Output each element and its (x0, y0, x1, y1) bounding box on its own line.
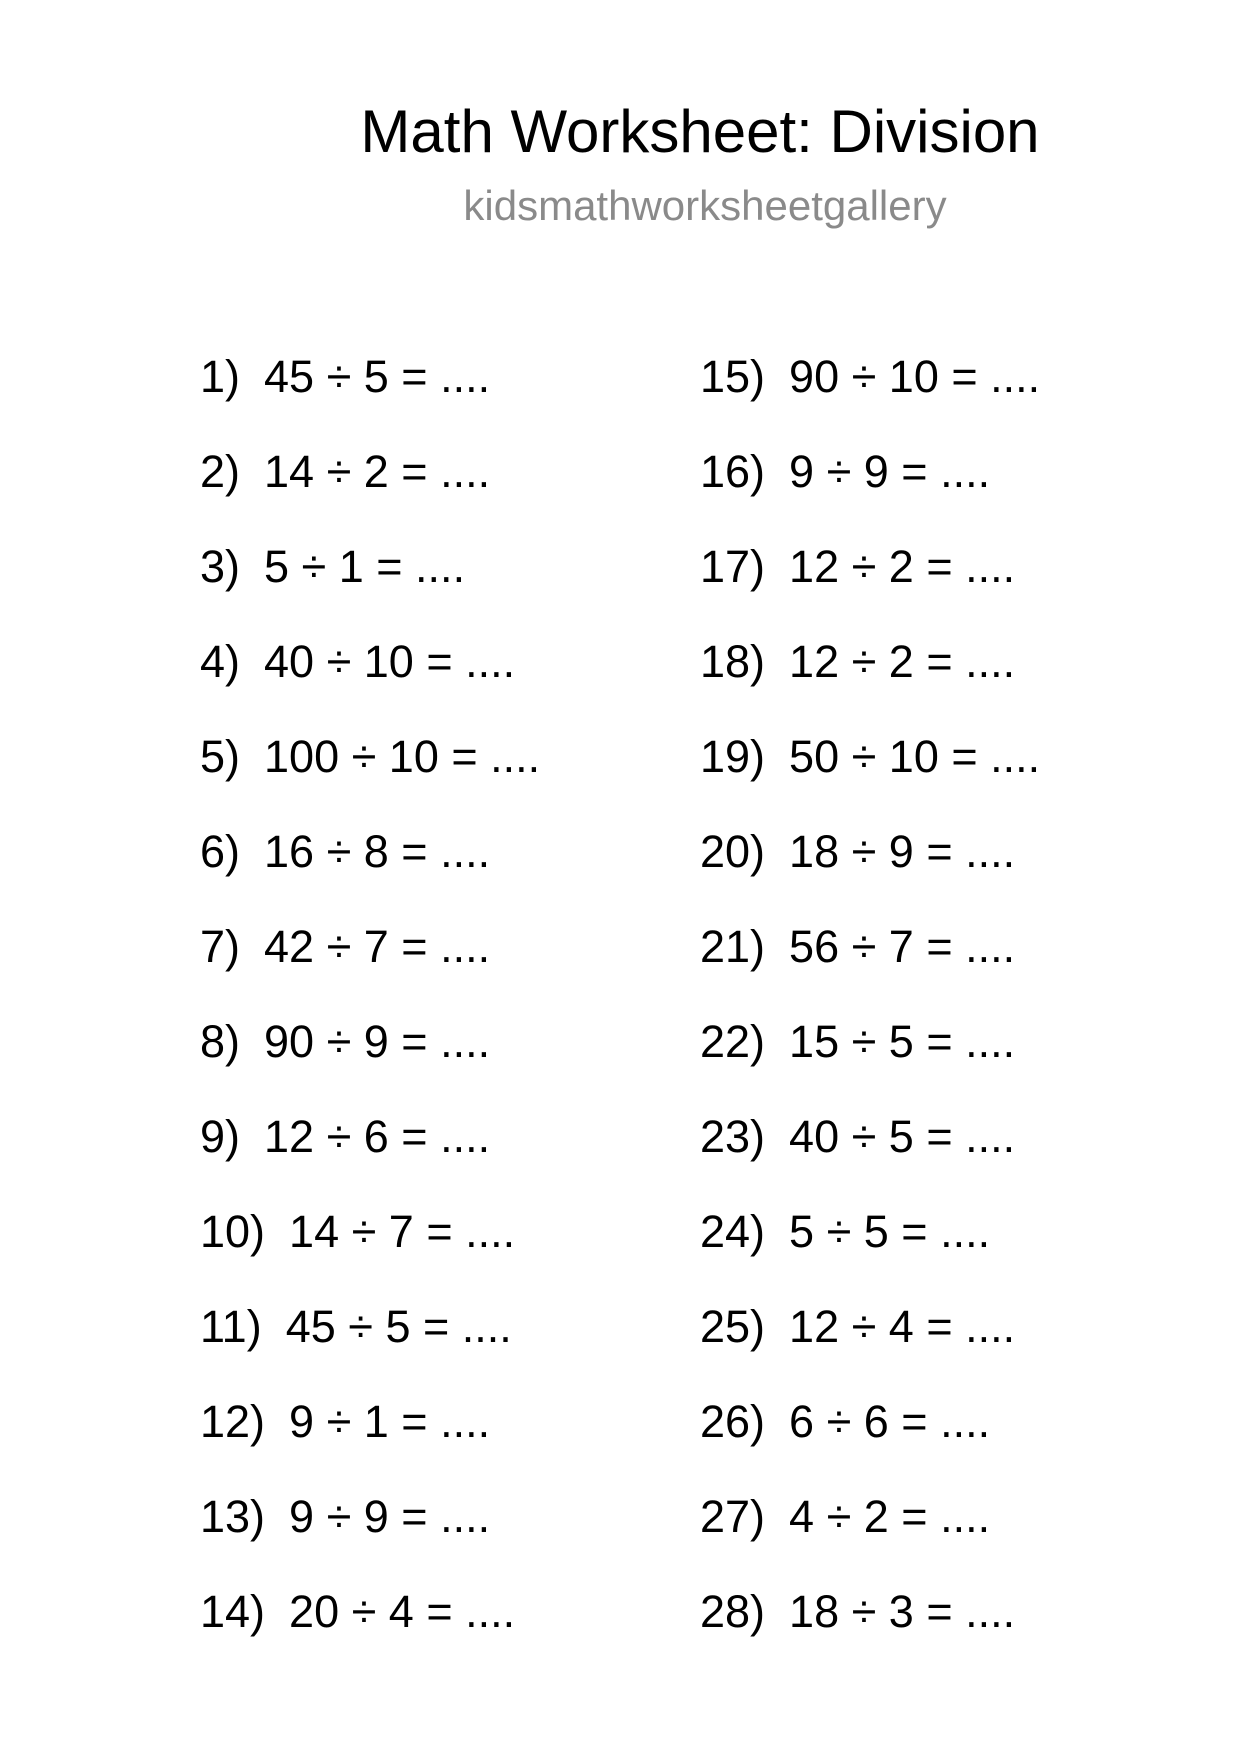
problem-expression: 9 ÷ 9 = .... (789, 446, 991, 497)
problem-item (700, 1395, 1220, 1490)
problem-expression: 12 ÷ 2 = .... (789, 541, 1016, 592)
problem-column-left (200, 350, 720, 1680)
problem-number: 11) (200, 1301, 262, 1352)
problem-item (700, 825, 1220, 920)
problem-item (700, 1300, 1220, 1395)
problem-number: 4) (200, 636, 241, 687)
problem-item (200, 1490, 720, 1585)
problem-expression: 12 ÷ 2 = .... (789, 636, 1016, 687)
problem-number: 19) (700, 731, 766, 782)
problem-item (200, 1205, 720, 1300)
problem-expression: 20 ÷ 4 = .... (289, 1586, 516, 1637)
problem-expression: 40 ÷ 5 = .... (789, 1111, 1016, 1162)
problem-item (200, 445, 720, 540)
problem-number: 7) (200, 921, 241, 972)
problem-number: 3) (200, 541, 241, 592)
problem-number: 22) (700, 1016, 766, 1067)
problem-number: 1) (200, 351, 241, 402)
problem-item (200, 730, 720, 825)
problem-number: 20) (700, 826, 766, 877)
problem-number: 2) (200, 446, 241, 497)
problem-column-right (700, 350, 1220, 1680)
problem-expression: 45 ÷ 5 = .... (285, 1301, 512, 1352)
problem-number: 28) (700, 1586, 766, 1637)
problem-number: 16) (700, 446, 766, 497)
problem-number: 12) (200, 1396, 266, 1447)
problem-expression: 18 ÷ 3 = .... (789, 1586, 1016, 1637)
problem-expression: 12 ÷ 6 = .... (264, 1111, 491, 1162)
problem-expression: 5 ÷ 5 = .... (789, 1206, 991, 1257)
worksheet-title: Math Worksheet: Division (360, 98, 1040, 165)
problem-item (200, 1585, 720, 1680)
problem-item (700, 1585, 1220, 1680)
problem-item (200, 920, 720, 1015)
problem-item (700, 1110, 1220, 1205)
problem-number: 25) (700, 1301, 766, 1352)
problem-item (200, 635, 720, 730)
problem-expression: 16 ÷ 8 = .... (264, 826, 491, 877)
problem-expression: 50 ÷ 10 = .... (789, 731, 1041, 782)
problem-expression: 5 ÷ 1 = .... (264, 541, 466, 592)
problem-item (700, 1205, 1220, 1300)
problem-item (200, 540, 720, 635)
problem-number: 27) (700, 1491, 766, 1542)
problem-item (200, 1110, 720, 1205)
problem-expression: 9 ÷ 1 = .... (289, 1396, 491, 1447)
problem-number: 18) (700, 636, 766, 687)
problem-expression: 9 ÷ 9 = .... (289, 1491, 491, 1542)
problem-item (200, 1015, 720, 1110)
problem-expression: 14 ÷ 7 = .... (289, 1206, 516, 1257)
problem-number: 15) (700, 351, 766, 402)
problem-item (200, 350, 720, 445)
problem-item (700, 350, 1220, 445)
problem-number: 24) (700, 1206, 766, 1257)
problem-expression: 15 ÷ 5 = .... (789, 1016, 1016, 1067)
problem-number: 9) (200, 1111, 241, 1162)
problem-expression: 40 ÷ 10 = .... (264, 636, 516, 687)
problem-expression: 56 ÷ 7 = .... (789, 921, 1016, 972)
problem-item (200, 825, 720, 920)
problem-number: 8) (200, 1016, 241, 1067)
problem-expression: 45 ÷ 5 = .... (264, 351, 491, 402)
problem-expression: 90 ÷ 10 = .... (789, 351, 1041, 402)
problem-item (700, 1490, 1220, 1585)
problem-item (700, 540, 1220, 635)
problem-number: 26) (700, 1396, 766, 1447)
problem-number: 21) (700, 921, 766, 972)
problem-number: 10) (200, 1206, 266, 1257)
problem-expression: 18 ÷ 9 = .... (789, 826, 1016, 877)
problem-expression: 14 ÷ 2 = .... (264, 446, 491, 497)
problem-expression: 42 ÷ 7 = .... (264, 921, 491, 972)
problem-number: 5) (200, 731, 241, 782)
problem-number: 6) (200, 826, 241, 877)
problem-item (700, 445, 1220, 540)
problem-number: 23) (700, 1111, 766, 1162)
problem-item (700, 635, 1220, 730)
worksheet-subtitle: kidsmathworksheetgallery (463, 182, 947, 229)
problem-item (200, 1395, 720, 1490)
problem-expression: 12 ÷ 4 = .... (789, 1301, 1016, 1352)
problem-item (700, 1015, 1220, 1110)
problem-item (700, 920, 1220, 1015)
problem-item (200, 1300, 720, 1395)
problem-expression: 4 ÷ 2 = .... (789, 1491, 991, 1542)
problem-item (700, 730, 1220, 825)
problem-expression: 90 ÷ 9 = .... (264, 1016, 491, 1067)
problem-number: 13) (200, 1491, 266, 1542)
problem-number: 17) (700, 541, 766, 592)
problem-number: 14) (200, 1586, 266, 1637)
problem-expression: 100 ÷ 10 = .... (264, 731, 541, 782)
problem-expression: 6 ÷ 6 = .... (789, 1396, 991, 1447)
